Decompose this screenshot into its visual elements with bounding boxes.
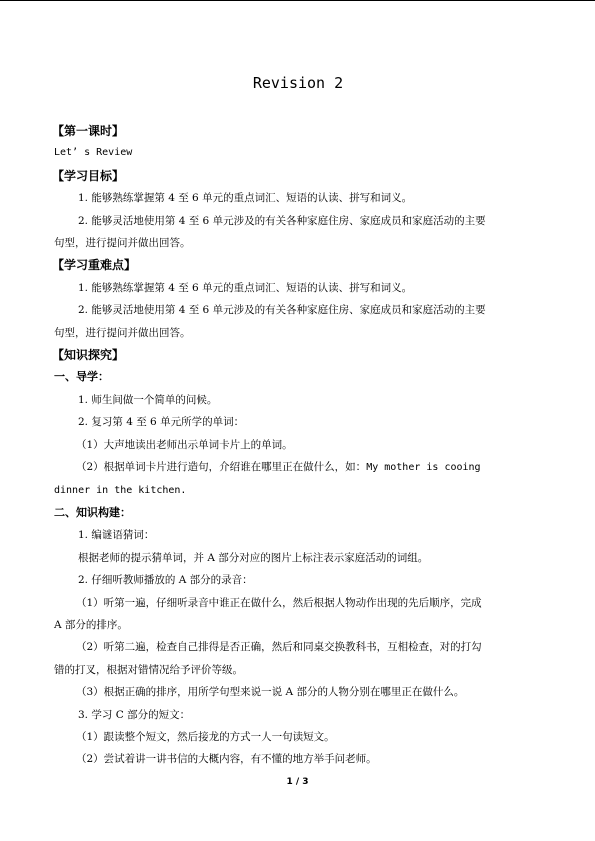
explore-heading: 【知识探究】 <box>52 348 125 363</box>
page-number: 1 / 3 <box>286 777 309 787</box>
section-1-sub-2-line-1 <box>54 456 542 479</box>
section-2-item-3: 3. 学习 C 部分的短文： <box>78 708 191 721</box>
section-1-sub-1: （1）大声地读出老师出示单词卡片上的单词。 <box>76 438 293 451</box>
section-1-sub-2-text: （2）根据单词卡片进行造句，介绍谁在哪里正在做什么，如： <box>76 461 367 474</box>
section-2-c-sub-2: （2）尝试着讲一讲书信的大概内容，有不懂的地方举手问老师。 <box>76 753 377 766</box>
section-1-sub-2-line-2: dinner in the kitchen. <box>54 484 187 496</box>
section-2-sub-2-line-1: （2）听第二遍，检查自己排得是否正确，然后和同桌交换教科书，互相检查，对的打勾 <box>76 641 482 654</box>
section-1-heading: 一、导学： <box>54 370 109 384</box>
top-border-line <box>0 0 595 1</box>
section-2-sub-1-line-1: （1）听第一遍，仔细听录音中谁正在做什么，然后根据人物动作出现的先后顺序，完成 <box>76 596 482 609</box>
section-2-item-2: 2. 仔细听教师播放的 A 部分的录音： <box>78 574 253 587</box>
section-2-item-1: 1. 编谜语猜词： <box>78 529 155 542</box>
key-points-item-2-line-1: 2. 能够灵活地使用第 4 至 6 单元涉及的有关各种家庭住房、家庭成员和家庭活动的主要 <box>78 304 486 317</box>
section-2-heading: 二、知识构建： <box>54 505 131 519</box>
document-page <box>54 72 542 771</box>
section-2-sub-3: （3）根据正确的排序，用所学句型来说一说 A 部分的人物分别在哪里正在做什么。 <box>76 686 465 699</box>
goals-item-2-line-2: 句型，进行提问并做出回答。 <box>54 237 191 250</box>
section-2-sub-1-line-2: A 部分的排序。 <box>54 618 128 631</box>
section-1-item-2: 2. 复习第 4 至 6 单元所学的单词： <box>78 416 245 429</box>
section-2-sub-2-line-2: 错的打叉，根据对错情况给予评价等级。 <box>54 663 243 676</box>
goals-heading: 【学习目标】 <box>52 168 125 183</box>
key-points-item-1: 1. 能够熟练掌握第 4 至 6 单元的重点词汇、短语的认读、拼写和词义。 <box>78 281 413 294</box>
key-points-heading: 【学习重难点】 <box>52 258 137 273</box>
key-points-item-2-line-2: 句型，进行提问并做出回答。 <box>54 326 191 339</box>
goals-item-2-line-1: 2. 能够灵活地使用第 4 至 6 单元涉及的有关各种家庭住房、家庭成员和家庭活动的主要 <box>78 214 486 227</box>
section-2-c-sub-1: （1）跟读整个短文，然后接龙的方式一人一句读短文。 <box>76 730 335 743</box>
section-1-item-1: 1. 师生间做一个简单的问候。 <box>78 393 218 406</box>
lesson-subtitle: Let’ s Review <box>54 147 133 159</box>
section-2-item-1-desc: 根据老师的提示猜单词，并 A 部分对应的图片上标注表示家庭活动的词组。 <box>78 551 429 564</box>
section-1-sub-2-english: My mother is cooing <box>366 462 481 474</box>
page-title: Revision 2 <box>252 74 344 92</box>
lesson-heading: 【第一课时】 <box>52 124 125 138</box>
goals-item-1: 1. 能够熟练掌握第 4 至 6 单元的重点词汇、短语的认读、拼写和词义。 <box>78 192 413 205</box>
